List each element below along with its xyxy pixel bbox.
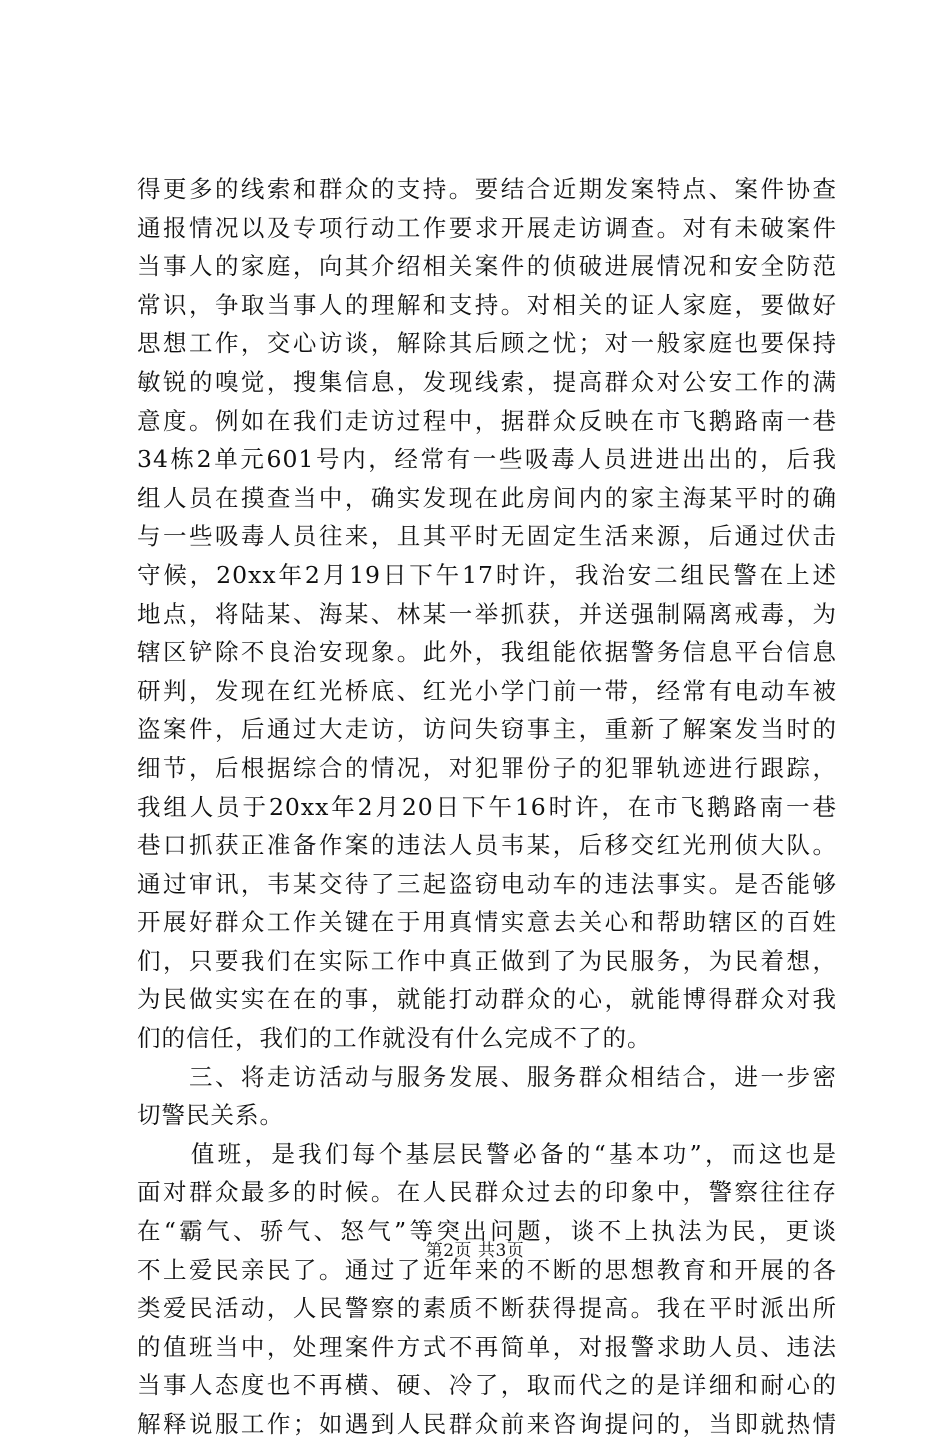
text-line: 的值班当中，处理案件方式不再简单，对报警求助人员、违法 <box>137 1332 837 1361</box>
text-line: 解释说服工作；如遇到人民群众前来咨询提问的，当即就热情 <box>137 1410 837 1438</box>
text-line: 思想工作，交心访谈，解除其后顾之忧；对一般家庭也要保持 <box>137 329 837 358</box>
text-line: 巷口抓获正准备作案的违法人员韦某，后移交红光刑侦大队。 <box>137 831 837 860</box>
text-line: 面对群众最多的时候。在人民群众过去的印象中，警察往往存 <box>137 1178 837 1207</box>
text-line: 不上爱民亲民了。通过了近年来的不断的思想教育和开展的各 <box>137 1255 837 1284</box>
text-line: 细节，后根据综合的情况，对犯罪份子的犯罪轨迹进行跟踪， <box>137 753 837 782</box>
text-line: 辖区铲除不良治安现象。此外，我组能依据警务信息平台信息 <box>137 638 837 667</box>
text-line: 通报情况以及专项行动工作要求开展走访调查。对有未破案件 <box>137 213 837 242</box>
text-line: 34栋2单元601号内，经常有一些吸毒人员进进出出的，后我 <box>137 445 837 474</box>
page-footer: 第2页 共3页 <box>425 1241 525 1261</box>
text-line: 在“霸气、骄气、怒气”等突出问题，谈不上执法为民，更谈 <box>137 1217 837 1246</box>
text-line: 值班，是我们每个基层民警必备的“基本功”，而这也是 <box>137 1139 837 1168</box>
text-line: 意度。例如在我们走访过程中，据群众反映在市飞鹅路南一巷 <box>137 406 837 435</box>
text-line: 盗案件，后通过大走访，访问失窃事主，重新了解案发当时的 <box>137 715 837 744</box>
text-line: 通过审讯，韦某交待了三起盗窃电动车的违法事实。是否能够 <box>137 869 837 898</box>
text-line: 开展好群众工作关键在于用真情实意去关心和帮助辖区的百姓 <box>137 908 837 937</box>
text-line: 为民做实实在在的事，就能打动群众的心，就能博得群众对我 <box>137 985 837 1014</box>
text-line: 与一些吸毒人员往来，且其平时无固定生活来源，后通过伏击 <box>137 522 837 551</box>
text-line: 组人员在摸查当中，确实发现在此房间内的家主海某平时的确 <box>137 483 837 512</box>
text-line: 切警民关系。 <box>137 1101 284 1130</box>
text-line: 当事人的家庭，向其介绍相关案件的侦破进展情况和安全防范 <box>137 252 837 281</box>
text-line: 守候，20xx年2月19日下午17时许，我治安二组民警在上述 <box>137 560 837 589</box>
text-line: 我组人员于20xx年2月20日下午16时许，在市飞鹅路南一巷 <box>137 792 837 821</box>
text-line: 当事人态度也不再横、硬、冷了，取而代之的是详细和耐心的 <box>137 1371 837 1400</box>
text-line: 三、将走访活动与服务发展、服务群众相结合，进一步密 <box>137 1062 837 1091</box>
text-line: 敏锐的嗅觉，搜集信息，发现线索，提高群众对公安工作的满 <box>137 367 837 396</box>
text-line: 研判，发现在红光桥底、红光小学门前一带，经常有电动车被 <box>137 676 837 705</box>
text-line: 类爱民活动，人民警察的素质不断获得提高。我在平时派出所 <box>137 1294 837 1323</box>
text-line: 得更多的线索和群众的支持。要结合近期发案特点、案件协查 <box>137 175 837 203</box>
text-line: 们，只要我们在实际工作中真正做到了为民服务，为民着想， <box>137 946 837 975</box>
text-line: 常识，争取当事人的理解和支持。对相关的证人家庭，要做好 <box>137 290 837 319</box>
text-line: 地点，将陆某、海某、林某一举抓获，并送强制隔离戒毒，为 <box>137 599 837 628</box>
text-line: 们的信任，我们的工作就没有什么完成不了的。 <box>137 1024 652 1053</box>
